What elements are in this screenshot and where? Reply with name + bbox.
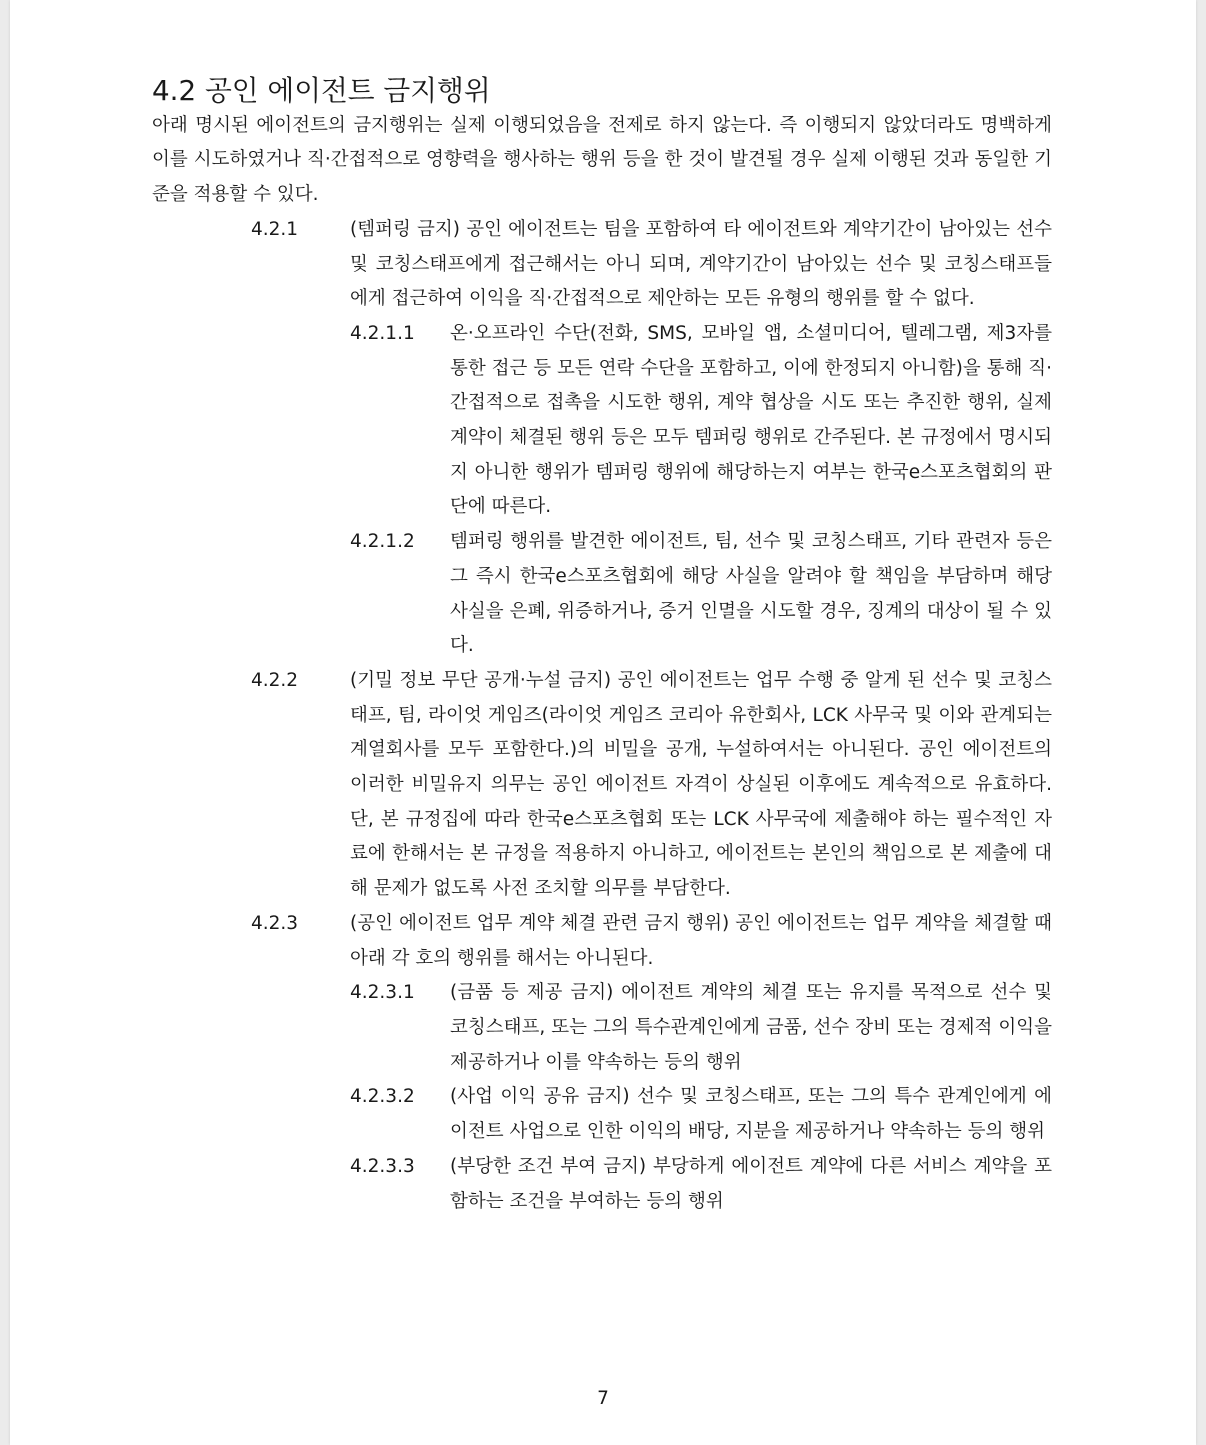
- clause-4-2-3-2: [152, 1080, 1052, 1149]
- subclause-text: 템퍼링 행위를 발견한 에이전트, 팀, 선수 및 코칭스태프, 기타 관련자 등은 그 즉시 한국e스포츠협회에 해당 사실을 알려야 할 책임을 부담하며 해당 사실을 은폐, 위증하거나, 증거 인멸을 시도할 경우, 징계의 대상이 될 수 있다.: [450, 531, 1052, 657]
- subclause-number: 4.2.1.1: [350, 322, 415, 344]
- subclause-number: 4.2.3.2: [350, 1086, 415, 1108]
- subclause-text: (부당한 조건 부여 금지) 부당하게 에이전트 계약에 다른 서비스 계약을 포함하는 조건을 부여하는 등의 행위: [450, 1155, 1052, 1212]
- page-number: 7: [597, 1388, 609, 1409]
- subclause-text: 온·오프라인 수단(전화, SMS, 모바일 앱, 소셜미디어, 텔레그램, 제3자를 통한 접근 등 모든 연락 수단을 포함하고, 이에 한정되지 아니함)을 통해 직·간접적으로 접촉을 시도한 행위, 계약 협상을 시도 또는 추진한 행위, 실제 계약이 체결된 행위 등은 모두 템퍼링 행위로 간주된다. 본 규정에서 명시되지 아니한 행위가 템퍼링 행위에 해당하는지 여부는 한국e스포츠협회의 판단에 따른다.: [450, 322, 1052, 518]
- clause-number: 4.2.1: [251, 218, 299, 240]
- clause-4-2-3-3: [152, 1150, 1052, 1219]
- clause-4-2-3-1: [152, 976, 1052, 1080]
- clause-text: (기밀 정보 무단 공개·누설 금지) 공인 에이전트는 업무 수행 중 알게 된 선수 및 코칭스태프, 팀, 라이엇 게임즈(라이엇 게임즈 코리아 유한회사, LCK 사무국 및 이와 관계되는 계열회사를 모두 포함한다.)의 비밀을 공개, 누설하여서는 아니된다. 공인 에이전트의 이러한 비밀유지 의무는 공인 에이전트 자격이 상실된 이후에도 계속적으로 유효하다. 단, 본 규정집에 따라 한국e스포츠협회 또는 LCK 사무국에 제출해야 하는 필수적인 자료에 한해서는 본 규정을 적용하지 아니하고, 에이전트는 본인의 책임으로 본 제출에 대해 문제가 없도록 사전 조치할 의무를 부담한다.: [350, 669, 1052, 900]
- clause-4-2-3: [152, 907, 1052, 976]
- section-intro: 아래 명시된 에이전트의 금지행위는 실제 이행되었음을 전제로 하지 않는다. 즉 이행되지 않았더라도 명백하게 이를 시도하였거나 직·간접적으로 영향력을 행사하는 행위 등을 한 것이 발견될 경우 실제 이행된 것과 동일한 기준을 적용할 수 있다.: [152, 114, 1052, 206]
- subclause-text: (금품 등 제공 금지) 에이전트 계약의 체결 또는 유지를 목적으로 선수 및 코칭스태프, 또는 그의 특수관계인에게 금품, 선수 장비 또는 경제적 이익을 제공하거나 이를 약속하는 등의 행위: [450, 982, 1052, 1073]
- section-heading: 4.2 공인 에이전트 금지행위: [152, 74, 491, 107]
- clause-4-2-1-2: [152, 525, 1052, 664]
- clause-number: 4.2.2: [251, 669, 299, 691]
- clause-4-2-1-1: [152, 317, 1052, 525]
- subclause-text: (사업 이익 공유 금지) 선수 및 코칭스태프, 또는 그의 특수 관계인에게 에이전트 사업으로 인한 이익의 배당, 지분을 제공하거나 약속하는 등의 행위: [450, 1086, 1052, 1143]
- section-content: [152, 74, 1052, 1219]
- clause-text: (공인 에이전트 업무 계약 체결 관련 금지 행위) 공인 에이전트는 업무 계약을 체결할 때 아래 각 호의 행위를 해서는 아니된다.: [350, 912, 1052, 969]
- clause-number: 4.2.3: [251, 912, 299, 934]
- subclause-number: 4.2.3.3: [350, 1155, 415, 1177]
- clause-4-2-2: [152, 664, 1052, 907]
- document-page: [10, 0, 1196, 1445]
- subclause-number: 4.2.1.2: [350, 531, 415, 553]
- clause-text: (템퍼링 금지) 공인 에이전트는 팀을 포함하여 타 에이전트와 계약기간이 남아있는 선수 및 코칭스태프에게 접근해서는 아니 되며, 계약기간이 남아있는 선수 및 코칭스태프들에게 접근하여 이익을 직·간접적으로 제안하는 모든 유형의 행위를 할 수 없다.: [350, 218, 1052, 310]
- clause-4-2-1: [152, 213, 1052, 317]
- subclause-number: 4.2.3.1: [350, 982, 415, 1004]
